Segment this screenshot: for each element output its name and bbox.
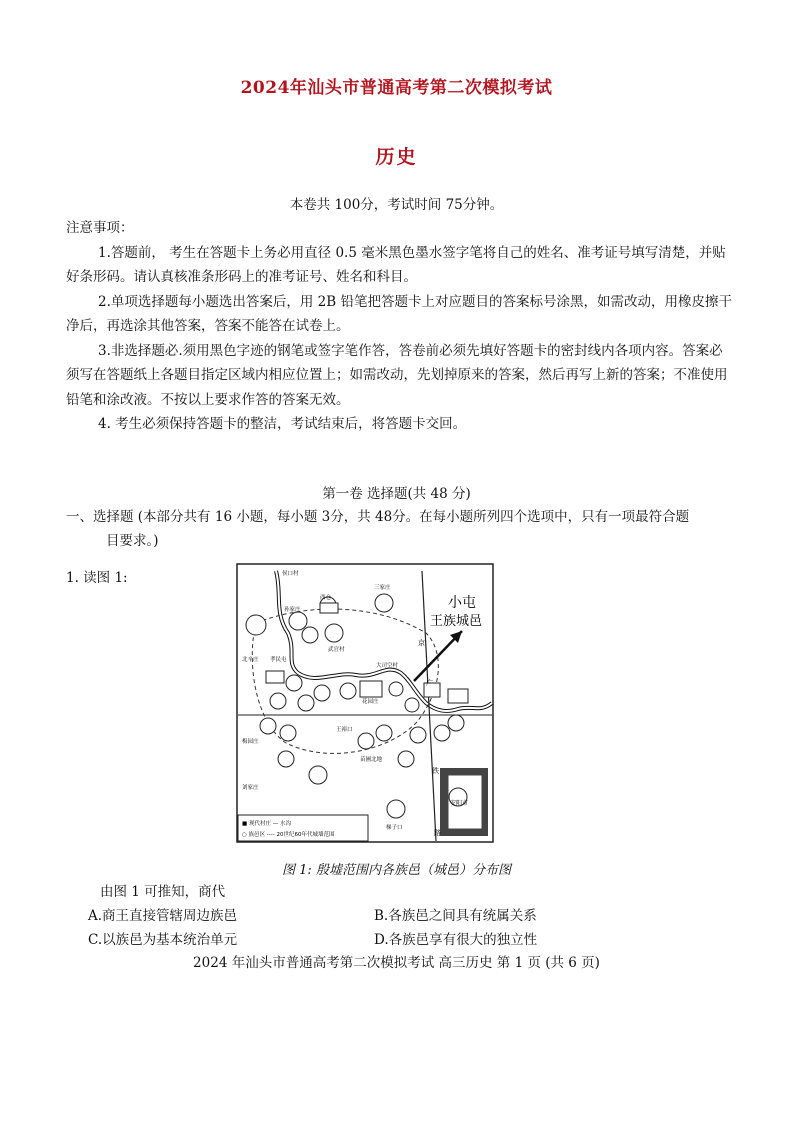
note-item: 3.非选择题必.须用黑色字迹的钢笔或签字笔作答，答卷前必须先填好答题卡的密封线内各项内容。答案必须写在答题纸上各题目指定区域内相应位置上；如需改动，先划掉原来的答案，然后再写上新的答案；不准使用铅笔和涂改液。不按以上要求作答的答案无效。 bbox=[66, 342, 728, 408]
label-place: 梅园庄 bbox=[242, 739, 259, 745]
label-place: 王裕口 bbox=[336, 727, 353, 733]
note-item: 2.单项选择题每小题选出答案后，用 2B 铅笔把答题卡上对应题目的答案标号涂黑，如需改动，用橡皮擦干净后，再选涂其他答案，答案不能答在试卷上。 bbox=[66, 293, 732, 334]
label-place: 刘家庄 bbox=[242, 785, 259, 791]
map-svg bbox=[236, 563, 494, 843]
subject-title: 历史 bbox=[375, 146, 418, 168]
instruction-line: 目要求。) bbox=[106, 533, 159, 549]
option-c[interactable]: C.以族邑为基本统治单元 bbox=[88, 932, 238, 948]
section-title: 第一卷 选择题(共 48 分) bbox=[322, 486, 471, 502]
label-place: 侯口村 bbox=[282, 571, 299, 577]
label-place: 孙家庄 bbox=[284, 607, 301, 613]
label-xiaotun: 小屯 bbox=[448, 595, 476, 611]
instruction-line: 一、选择题 (本部分共有 16 小题，每小题 3分，共 48分。在每小题所列四个选项中，只有一项最符合题 bbox=[66, 509, 690, 525]
figure-caption: 图 1: 殷墟范围内各族邑（城邑）分布图 bbox=[282, 863, 511, 878]
option-b[interactable]: B.各族邑之间具有统属关系 bbox=[374, 908, 537, 924]
label-place: 苗圃北地 bbox=[360, 757, 383, 763]
map-legend-line: ■ 现代村庄 — 水沟 bbox=[242, 821, 291, 827]
label-place: 西仓 bbox=[320, 595, 332, 601]
label-place: 京 bbox=[418, 639, 425, 647]
option-a[interactable]: A.商王直接管辖周边族邑 bbox=[88, 908, 238, 924]
label-place: 花园庄 bbox=[362, 699, 379, 705]
label-place: 安阳市 bbox=[450, 800, 469, 807]
label-place: 大司空村 bbox=[376, 663, 399, 669]
label-place: 北辛庄 bbox=[242, 657, 259, 663]
notes-block bbox=[66, 216, 734, 437]
label-place: 路 bbox=[434, 829, 441, 837]
label-place: 武官村 bbox=[328, 647, 345, 653]
map-legend-line: ○ 族邑区 ---- 20世纪60年代城墙范围 bbox=[242, 832, 335, 838]
section-instruction bbox=[66, 505, 734, 553]
option-d[interactable]: D.各族邑享有很大的独立性 bbox=[374, 932, 538, 948]
note-item: 1.答题前， 考生在答题卡上务必用直径 0.5 毫米黑色墨水签字笔将自己的姓名、准考证号填写清楚，并贴好条形码。请认真核准条形码上的准考证号、姓名和科目。 bbox=[66, 244, 726, 285]
label-place: 铁 bbox=[432, 767, 439, 775]
label-place: 梯子口 bbox=[386, 825, 403, 831]
label-royal-city: 王族城邑 bbox=[430, 614, 483, 629]
note-item: 4. 考生必须保持答题卡的整洁，考试结束后，将答题卡交回。 bbox=[98, 416, 467, 432]
exam-title: 2024年汕头市普通高考第二次模拟考试 bbox=[240, 78, 553, 98]
label-place: 孝民屯 bbox=[270, 657, 287, 663]
label-place: 三家庄 bbox=[374, 585, 391, 591]
exam-info: 本卷共 100分，考试时间 75分钟。 bbox=[289, 197, 504, 213]
question-stem: 由图 1 可推知，商代 bbox=[100, 884, 226, 900]
label-place: 广 bbox=[426, 679, 433, 687]
question-1-label: 1. 读图 1: bbox=[66, 570, 128, 586]
page-footer: 2024 年汕头市普通高考第二次模拟考试 高三历史 第 1 页 (共 6 页) bbox=[193, 955, 600, 971]
yinxu-map-figure bbox=[236, 563, 494, 843]
notes-heading: 注意事项： bbox=[66, 220, 134, 236]
